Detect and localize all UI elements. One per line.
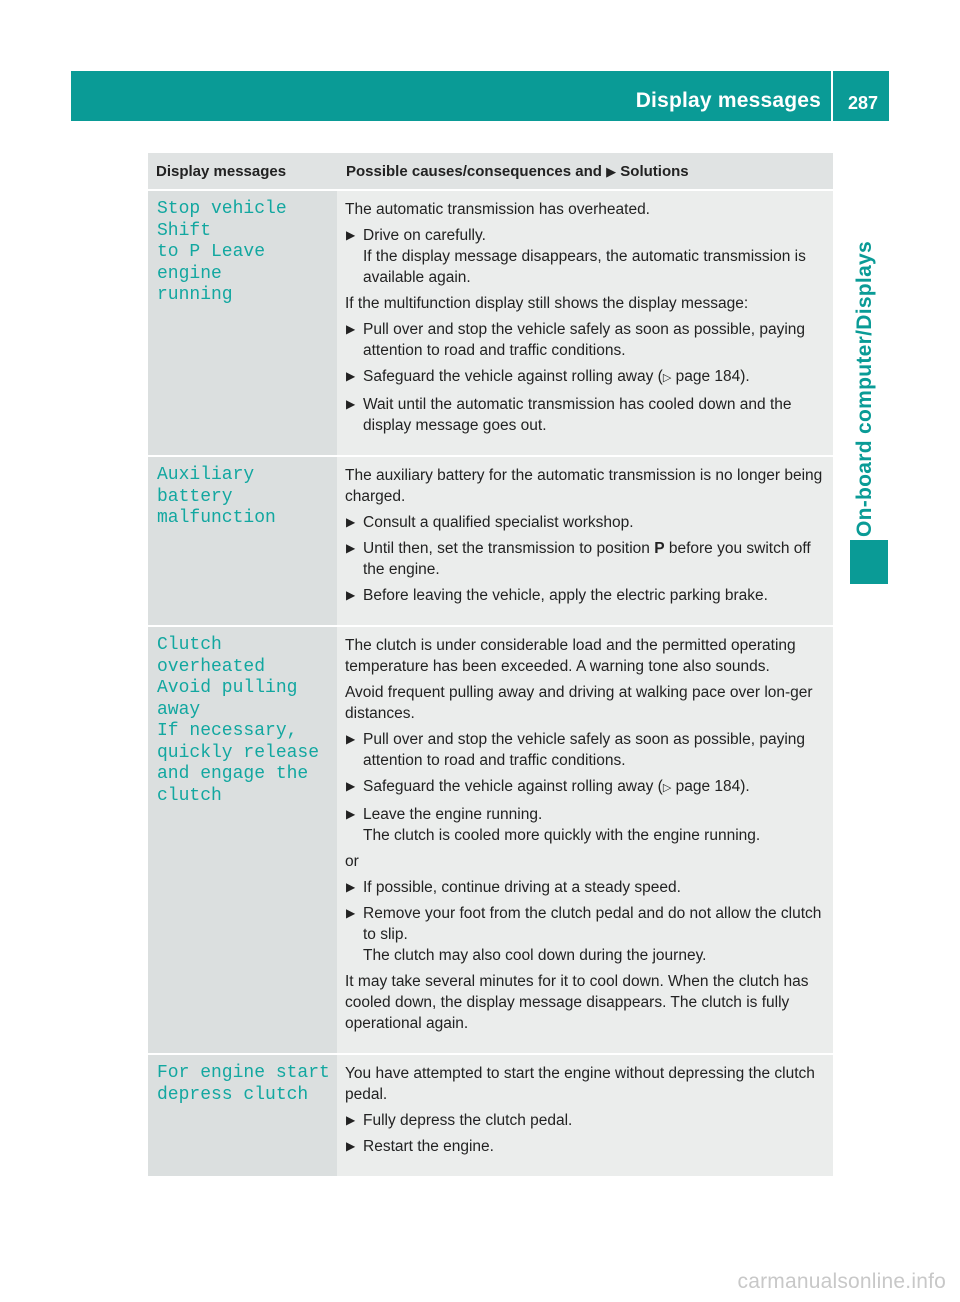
step-result-text: If the display message disappears, the automatic transmission is available again. — [363, 248, 806, 286]
step-item — [345, 729, 827, 771]
table-header-row — [148, 153, 833, 190]
solution-arrow-icon: ▶ — [606, 163, 617, 179]
watermark-text: carmanualsonline.info — [737, 1270, 946, 1293]
step-arrow-icon: ▶ — [346, 807, 356, 821]
step-arrow-icon: ▶ — [346, 906, 356, 920]
display-message-text: Clutch overheated Avoid pulling away If necessary, quickly release and engage the clutch — [148, 626, 337, 1054]
step-text: before you switch off the engine. — [363, 540, 811, 578]
step-text: Before leaving the vehicle, apply the electric parking brake. — [363, 587, 768, 604]
step-item — [345, 903, 827, 966]
step-item — [345, 538, 827, 580]
step-arrow-icon: ▶ — [346, 322, 356, 336]
page-ref-link[interactable]: page 184). — [671, 368, 750, 385]
step-arrow-icon: ▶ — [346, 732, 356, 746]
page-header-bar — [71, 71, 889, 121]
display-messages-table — [148, 153, 833, 1176]
column-header-solutions-label: Possible causes/consequences and — [346, 162, 602, 180]
display-message-text: Stop vehicle Shift to P Leave engine running — [148, 190, 337, 456]
step-text: Drive on carefully. — [363, 227, 486, 244]
solution-cell — [337, 456, 833, 626]
solution-cell — [337, 626, 833, 1054]
chapter-side-label — [840, 204, 890, 574]
step-text: Safeguard the vehicle against rolling away ( — [363, 778, 663, 795]
step-item — [345, 512, 827, 533]
step-item — [345, 804, 827, 846]
step-text: Wait until the automatic transmission has cooled down and the display message goes out. — [363, 396, 792, 434]
outcome-text: It may take several minutes for it to cool down. When the clutch has cooled down, the display message disappears. The clutch is fully operational again. — [345, 973, 809, 1032]
advice-text: Avoid frequent pulling away and driving at walking pace over lon-ger distances. — [345, 684, 813, 722]
step-arrow-icon: ▶ — [346, 397, 356, 411]
step-item — [345, 877, 827, 898]
step-arrow-icon: ▶ — [346, 880, 356, 894]
chapter-title: On-board computer/Displays — [853, 240, 876, 538]
display-message-text: Auxiliary battery malfunction — [148, 456, 337, 626]
page-ref-icon: ▷ — [662, 372, 672, 384]
page-number: 287 — [847, 93, 878, 113]
cause-text: You have attempted to start the engine without depressing the clutch pedal. — [345, 1065, 815, 1103]
step-result-text: The clutch is cooled more quickly with the engine running. — [363, 827, 761, 844]
alternative-text: or — [345, 853, 359, 870]
column-header-messages: Display messages — [148, 153, 337, 190]
step-text: Safeguard the vehicle against rolling away ( — [363, 368, 663, 385]
step-text: Fully depress the clutch pedal. — [363, 1112, 573, 1129]
table-row — [148, 626, 833, 1054]
step-arrow-icon: ▶ — [346, 228, 356, 242]
condition-text: If the multifunction display still shows the display message: — [345, 295, 749, 312]
step-item — [345, 394, 827, 436]
step-text: Consult a qualified specialist workshop. — [363, 514, 634, 531]
chapter-tab-marker — [850, 540, 888, 584]
page-ref-icon: ▷ — [662, 782, 672, 794]
step-item — [345, 585, 827, 606]
step-result-text: The clutch may also cool down during the journey. — [363, 947, 707, 964]
step-item — [345, 366, 827, 389]
header-divider — [831, 71, 833, 121]
step-arrow-icon: ▶ — [346, 1113, 356, 1127]
solution-cell — [337, 190, 833, 456]
step-text: Pull over and stop the vehicle safely as soon as possible, paying attention to road and traffic conditions. — [363, 321, 806, 359]
step-arrow-icon: ▶ — [346, 369, 356, 383]
step-item — [345, 776, 827, 799]
step-text: If possible, continue driving at a steady speed. — [363, 879, 681, 896]
step-arrow-icon: ▶ — [346, 779, 356, 793]
step-text: Pull over and stop the vehicle safely as soon as possible, paying attention to road and traffic conditions. — [363, 731, 806, 769]
column-header-solutions — [337, 153, 833, 190]
cause-text: The clutch is under considerable load and the permitted operating temperature has been exceeded. A warning tone also sounds. — [345, 637, 796, 675]
step-text: Remove your foot from the clutch pedal and do not allow the clutch to slip. — [363, 905, 822, 943]
solution-cell — [337, 1054, 833, 1176]
step-text: Until then, set the transmission to position — [363, 540, 655, 557]
step-item — [345, 225, 827, 288]
step-arrow-icon: ▶ — [346, 588, 356, 602]
section-title: Display messages — [635, 89, 821, 112]
step-item — [345, 1110, 827, 1131]
step-item — [345, 1136, 827, 1157]
step-arrow-icon: ▶ — [346, 1139, 356, 1153]
step-item — [345, 319, 827, 361]
step-text: Leave the engine running. — [363, 806, 543, 823]
gear-position-label: P — [654, 540, 665, 557]
cause-text: The auxiliary battery for the automatic transmission is no longer being charged. — [345, 467, 823, 505]
step-arrow-icon: ▶ — [346, 515, 356, 529]
table-row — [148, 1054, 833, 1176]
display-message-text: For engine start depress clutch — [148, 1054, 337, 1176]
cause-text: The automatic transmission has overheated. — [345, 201, 650, 218]
step-text: Restart the engine. — [363, 1138, 494, 1155]
step-arrow-icon: ▶ — [346, 541, 356, 555]
column-header-solutions-suffix: Solutions — [620, 162, 689, 180]
table-row — [148, 190, 833, 456]
table-row — [148, 456, 833, 626]
page-ref-link[interactable]: page 184). — [671, 778, 750, 795]
